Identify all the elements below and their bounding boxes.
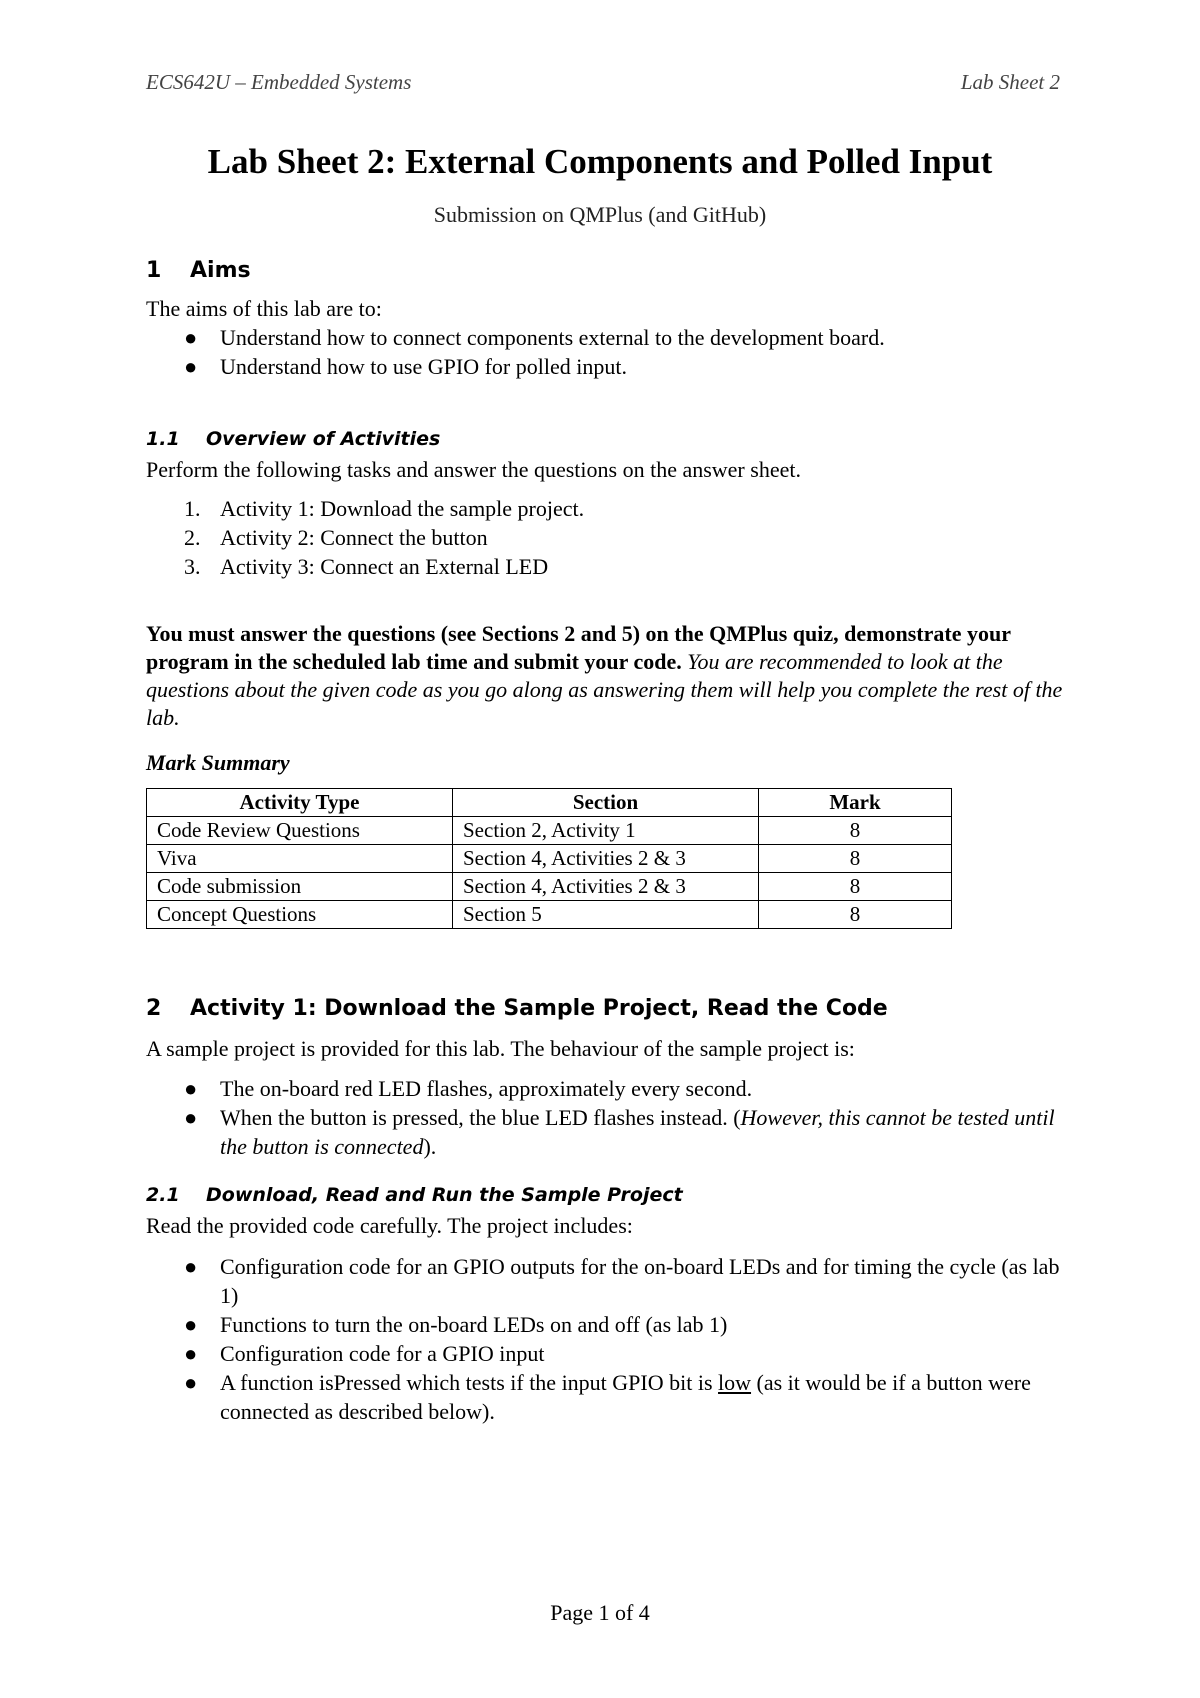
section-1-heading — [146, 258, 251, 283]
list-item: ● Configuration code for an GPIO outputs for the on-board LEDs and for timing the cycle (as lab 1) — [184, 1254, 1060, 1308]
section-1-1-heading — [146, 428, 440, 450]
bullet-icon: ● — [184, 1312, 198, 1337]
table-row: Code submission Section 4, Activities 2 & 3 8 — [147, 873, 952, 901]
page-number: Page 1 of 4 — [550, 1600, 650, 1625]
section-number: 1.1 — [146, 428, 180, 450]
section-2-1-heading — [146, 1184, 683, 1206]
bullet-icon: ● — [184, 1105, 198, 1130]
page-title: Lab Sheet 2: External Components and Polled Input — [207, 142, 993, 181]
aims-list — [146, 323, 885, 381]
bullet-icon: ● — [184, 1076, 198, 1101]
bullet-icon: ● — [184, 354, 198, 379]
bullet-icon: ● — [184, 1341, 198, 1366]
header-course: ECS642U – Embedded Systems — [146, 70, 412, 94]
column-header: Mark — [759, 789, 952, 817]
section-number: 1 — [146, 258, 162, 283]
mark-summary-heading: Mark Summary — [146, 750, 290, 775]
section-1-1-intro: Perform the following tasks and answer the questions on the answer sheet. — [146, 457, 801, 482]
header-sheet: Lab Sheet 2 — [960, 70, 1060, 94]
list-item: ● When the button is pressed, the blue LED flashes instead. (However, this cannot be tested until the button is connected). — [184, 1105, 1055, 1159]
activities-list — [146, 494, 584, 581]
section-title: Activity 1: Download the Sample Project, Read the Code — [190, 996, 888, 1021]
section-2-1-intro: Read the provided code carefully. The project includes: — [146, 1213, 633, 1238]
table-row: Code Review Questions Section 2, Activity 1 8 — [147, 817, 952, 845]
list-item: ● The on-board red LED flashes, approximately every second. — [184, 1076, 753, 1101]
list-item: 2. Activity 2: Connect the button — [184, 525, 488, 550]
mark-summary-table — [146, 788, 952, 929]
table-header-row — [147, 789, 952, 817]
submission-notice — [146, 620, 1076, 732]
section-title: Aims — [190, 258, 251, 283]
list-item: ● A function isPressed which tests if the input GPIO bit is low (as it would be if a button were connected as described below). — [184, 1370, 1031, 1424]
project-contents-list — [146, 1252, 1076, 1426]
list-item: ● Understand how to use GPIO for polled input. — [184, 354, 627, 379]
notice-italic: You are recommended to look at the questions about the given code as you go along as answering them will help you complete the rest of the lab. — [146, 649, 1063, 730]
column-header: Section — [453, 789, 759, 817]
section-2-heading — [146, 996, 888, 1021]
section-2-intro: A sample project is provided for this lab. The behaviour of the sample project is: — [146, 1036, 855, 1061]
column-header: Activity Type — [147, 789, 453, 817]
bullet-icon: ● — [184, 1370, 198, 1395]
list-item: ● Configuration code for a GPIO input — [184, 1341, 545, 1366]
bullet-icon: ● — [184, 1254, 198, 1279]
section-1-intro: The aims of this lab are to: — [146, 296, 382, 321]
section-title: Overview of Activities — [206, 428, 441, 450]
behaviour-list — [146, 1074, 1076, 1161]
table-row: Viva Section 4, Activities 2 & 3 8 — [147, 845, 952, 873]
list-item: 3. Activity 3: Connect an External LED — [184, 554, 549, 579]
notice-bold: You must answer the questions (see Sections 2 and 5) on the QMPlus quiz, demonstrate your program in the scheduled lab time and submit your code. — [146, 621, 1011, 674]
table-row: Concept Questions Section 5 8 — [147, 901, 952, 929]
page-subtitle: Submission on QMPlus (and GitHub) — [433, 202, 767, 227]
section-title: Download, Read and Run the Sample Project — [206, 1184, 683, 1206]
bullet-icon: ● — [184, 325, 198, 350]
list-item: ● Understand how to connect components external to the development board. — [184, 325, 885, 350]
section-number: 2 — [146, 996, 162, 1021]
list-item: ● Functions to turn the on-board LEDs on and off (as lab 1) — [184, 1312, 728, 1337]
list-item: 1. Activity 1: Download the sample project. — [184, 496, 585, 521]
section-number: 2.1 — [146, 1184, 180, 1206]
